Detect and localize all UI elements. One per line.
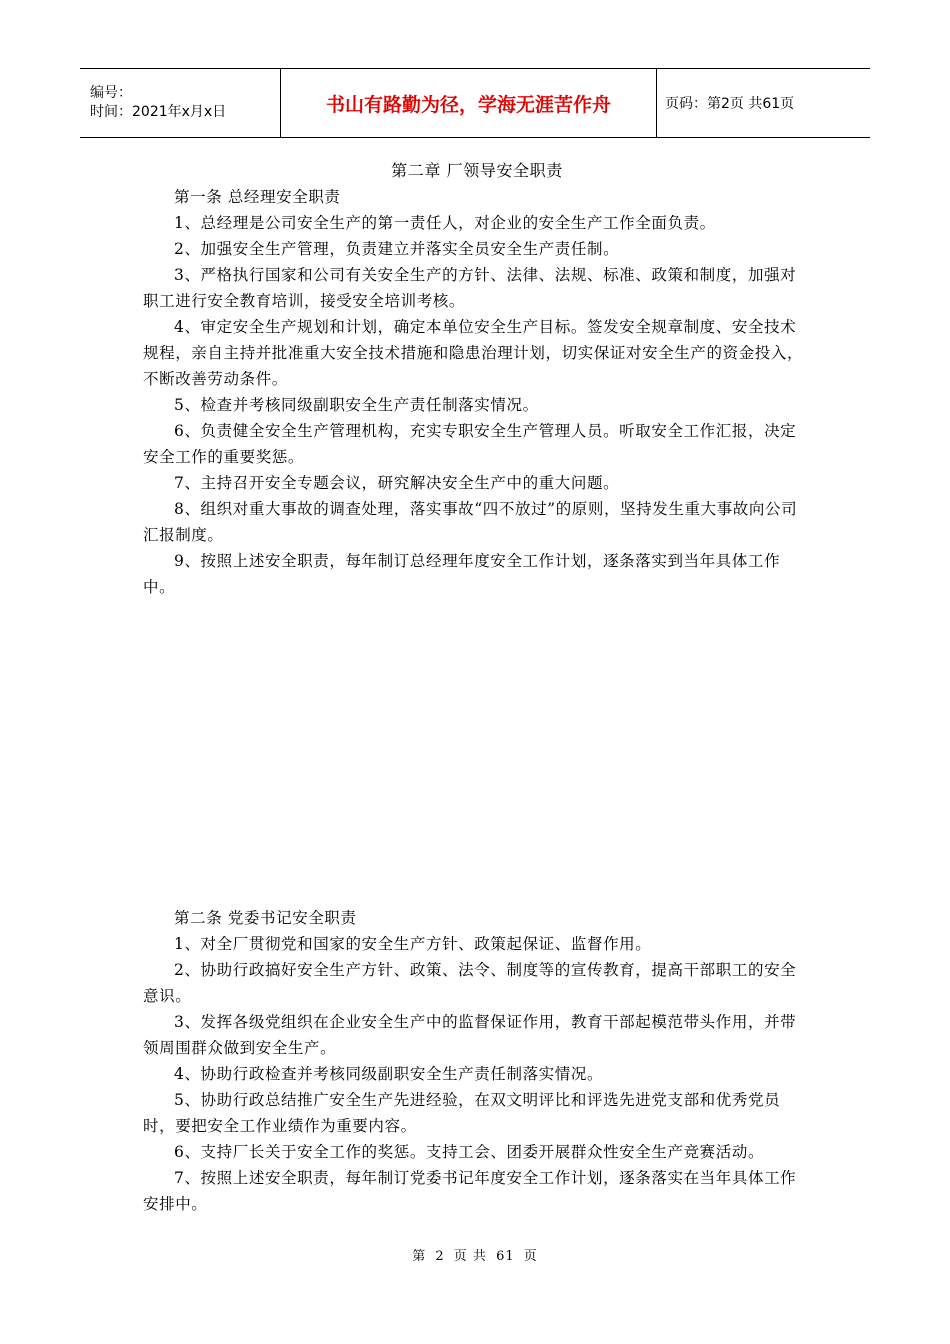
page-header [80,68,870,138]
footer-mid: 页 共 [453,1249,487,1264]
list-item: 4、协助行政检查并考核同级副职安全生产责任制落实情况。 [174,1065,604,1083]
list-item: 2、协助行政搞好安全生产方针、政策、法令、制度等的宣传教育，提高干部职工的安全意识。 [143,961,797,1005]
list-item: 5、检查并考核同级副职安全生产责任制落实情况。 [174,396,539,414]
list-item: 8、组织对重大事故的调查处理，落实事故“四不放过”的原则，坚持发生重大事故向公司汇报制度。 [143,500,798,544]
header-page-info: 页码：第2页 共61页 [665,96,795,112]
list-item: 2、加强安全生产管理，负责建立并落实全员安全生产责任制。 [174,240,620,258]
list-item: 7、主持召开安全专题会议，研究解决安全生产中的重大问题。 [174,474,620,492]
list-item: 1、对全厂贯彻党和国家的安全生产方针、政策起保证、监督作用。 [174,935,652,953]
article-title: 第二条 党委书记安全职责 [174,909,357,927]
list-item: 4、审定安全生产规划和计划，确定本单位安全生产目标。签发安全规章制度、安全技术规程，亲自主持并批准重大安全技术措施和隐患治理计划，切实保证对安全生产的资金投入，不断改善劳动条件。 [143,318,804,388]
section-party-secretary [143,905,811,1217]
chapter-title: 第二章 厂领导安全职责 [391,161,563,180]
header-meta [80,69,280,137]
document-date: 时间：2021年x月x日 [90,104,227,120]
list-item: 6、负责健全安全生产管理机构，充实专职安全生产管理人员。听取安全工作汇报，决定安全工作的重要奖惩。 [143,422,797,466]
list-item: 1、总经理是公司安全生产的第一责任人，对企业的安全生产工作全面负责。 [174,214,716,232]
section-general-manager [143,158,811,600]
list-item: 9、按照上述安全职责，每年制订总经理年度安全工作计划，逐条落实到当年具体工作中。 [143,552,781,596]
list-item: 5、协助行政总结推广安全生产先进经验，在双文明评比和评选先进党支部和优秀党员时，要把安全工作业绩作为重要内容。 [143,1091,781,1135]
document-code: 编号： [90,85,132,101]
list-item: 3、发挥各级党组织在企业安全生产中的监督保证作用，教育干部起模范带头作用，并带领周围群众做到安全生产。 [143,1013,797,1057]
list-item: 3、严格执行国家和公司有关安全生产的方针、法律、法规、标准、政策和制度，加强对职工进行安全教育培训，接受安全培训考核。 [143,266,797,310]
footer-total-pages: 61 [496,1249,515,1264]
footer-suffix: 页 [523,1249,538,1264]
list-item: 6、支持厂长关于安全工作的奖惩。支持工会、团委开展群众性安全生产竞赛活动。 [174,1143,765,1161]
list-item: 7、按照上述安全职责，每年制订党委书记年度安全工作计划，逐条落实在当年具体工作安排中。 [143,1169,797,1213]
article-title: 第一条 总经理安全职责 [174,188,341,206]
header-motto: 书山有路勤为径，学海无涯苦作舟 [280,69,657,137]
page-footer [0,1245,950,1264]
footer-page-number: 2 [435,1249,445,1264]
footer-prefix: 第 [412,1249,427,1264]
